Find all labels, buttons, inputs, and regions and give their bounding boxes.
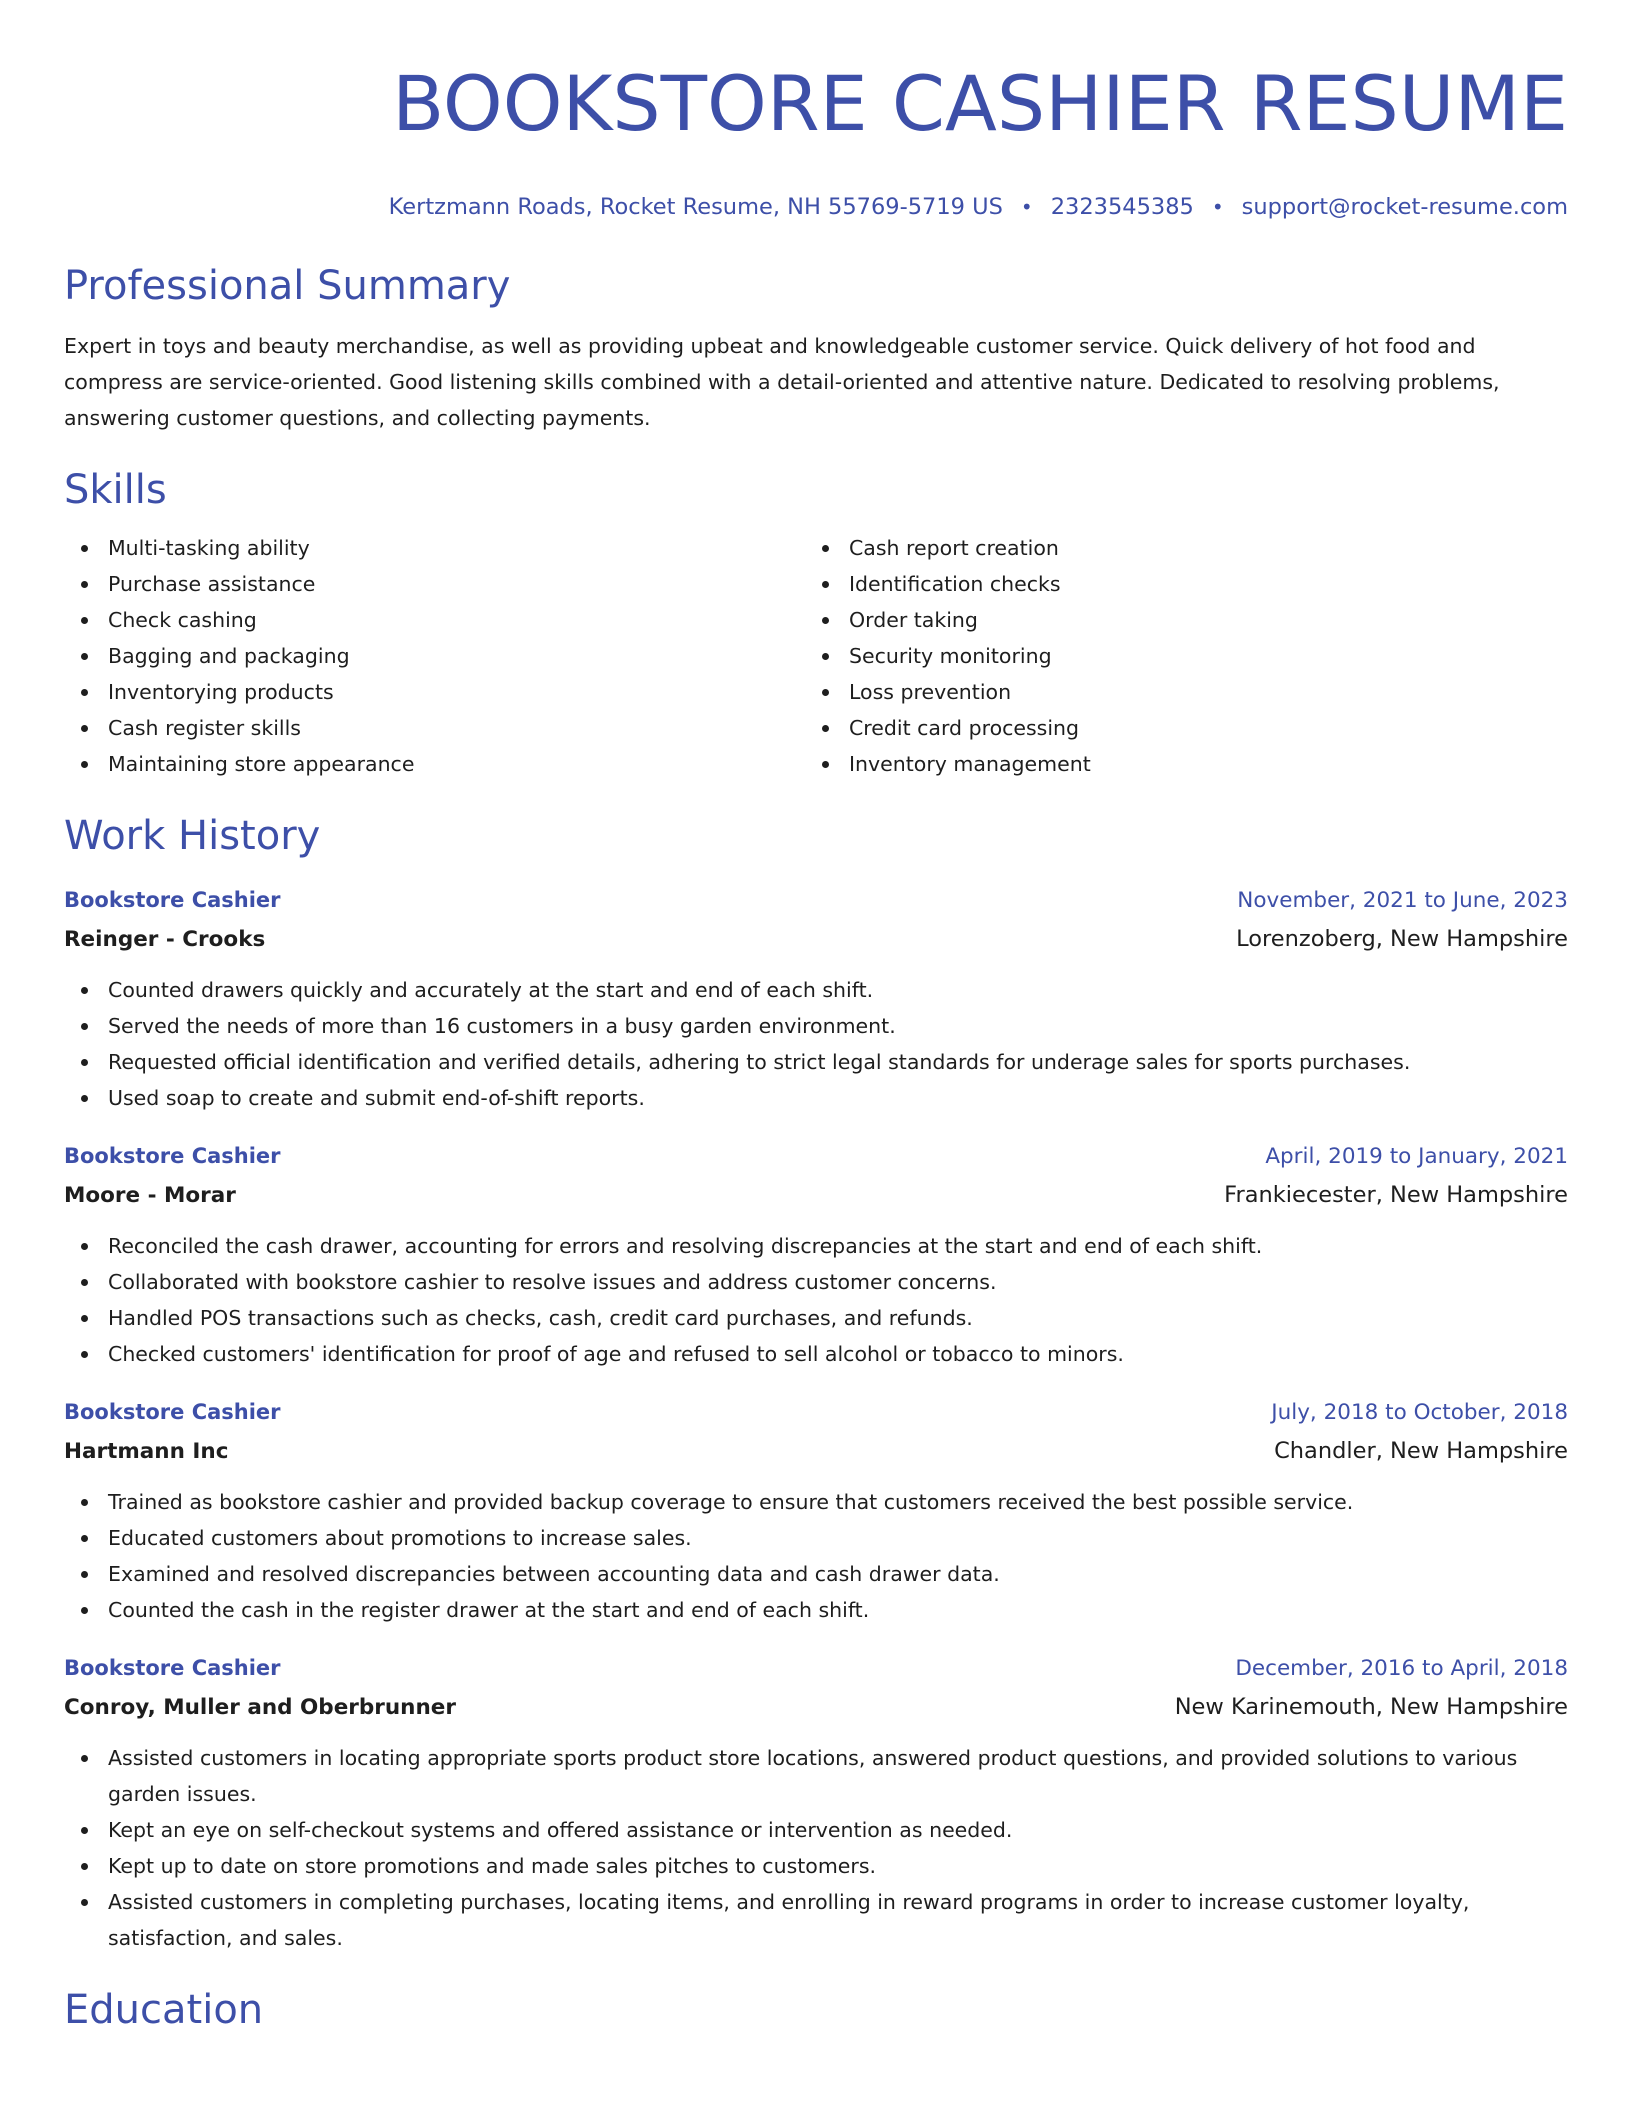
- skill-item: Inventorying products: [108, 674, 849, 710]
- skill-item: Bagging and packaging: [108, 638, 849, 674]
- job-title: Bookstore Cashier: [64, 1656, 281, 1680]
- skill-item: Security monitoring: [849, 638, 1568, 674]
- duty-item: Assisted customers in locating appropriate sports product store locations, answered product questions, and provided solutions to various garden issues.: [108, 1740, 1568, 1812]
- duty-item: Checked customers' identification for proof of age and refused to sell alcohol or tobacco to minors.: [108, 1336, 1568, 1372]
- skill-item: Loss prevention: [849, 674, 1568, 710]
- resume-title: BOOKSTORE CASHIER RESUME: [392, 59, 1568, 148]
- duty-item: Kept up to date on store promotions and made sales pitches to customers.: [108, 1848, 1568, 1884]
- job-entry: [64, 1394, 1568, 1628]
- duty-item: Counted the cash in the register drawer at the start and end of each shift.: [108, 1592, 1568, 1628]
- duty-item: Handled POS transactions such as checks, cash, credit card purchases, and refunds.: [108, 1300, 1568, 1336]
- job-dates: November, 2021 to June, 2023: [1237, 888, 1568, 913]
- skill-item: Cash report creation: [849, 530, 1568, 566]
- job-title: Bookstore Cashier: [64, 1400, 281, 1424]
- duty-item: Served the needs of more than 16 customers in a busy garden environment.: [108, 1008, 1568, 1044]
- duty-item: Counted drawers quickly and accurately at the start and end of each shift.: [108, 972, 1568, 1008]
- job-duties: [64, 1740, 1568, 1956]
- job-duties: [64, 972, 1568, 1116]
- job-entry: [64, 1138, 1568, 1372]
- skills-column-left: [64, 530, 849, 782]
- job-dates: December, 2016 to April, 2018: [1235, 1656, 1568, 1681]
- skill-item: Credit card processing: [849, 710, 1568, 746]
- summary-text: Expert in toys and beauty merchandise, as well as providing upbeat and knowledgeable customer service. Quick delivery of hot food and compress are service-oriented. Good listening skills combined with a detail-oriented and attentive nature. Dedicated to resolving problems, answering customer questions, and collecting payments.: [64, 334, 1500, 430]
- skill-item: Check cashing: [108, 602, 849, 638]
- job-duties: [64, 1228, 1568, 1372]
- contact-separator: •: [1020, 195, 1033, 219]
- job-dates: July, 2018 to October, 2018: [1271, 1400, 1568, 1425]
- duty-item: Kept an eye on self-checkout systems and offered assistance or intervention as needed.: [108, 1812, 1568, 1848]
- contact-separator: •: [1211, 195, 1224, 219]
- duty-item: Examined and resolved discrepancies between accounting data and cash drawer data.: [108, 1556, 1568, 1592]
- skill-item: Cash register skills: [108, 710, 849, 746]
- job-duties: [64, 1484, 1568, 1628]
- summary-heading: Professional Summary: [64, 263, 511, 309]
- skill-item: Order taking: [849, 602, 1568, 638]
- contact-email: support@rocket-resume.com: [1241, 194, 1568, 220]
- skill-item: Maintaining store appearance: [108, 746, 849, 782]
- contact-line: [64, 192, 1568, 222]
- skill-item: Purchase assistance: [108, 566, 849, 602]
- job-title: Bookstore Cashier: [64, 888, 281, 912]
- job-dates: April, 2019 to January, 2021: [1265, 1144, 1568, 1169]
- job-company: Moore - Morar: [64, 1183, 236, 1208]
- job-company: Conroy, Muller and Oberbrunner: [64, 1695, 456, 1720]
- skills-column-right: [849, 530, 1568, 782]
- contact-address: Kertzmann Roads, Rocket Resume, NH 55769-5719 US: [388, 194, 1003, 220]
- skill-item: Identification checks: [849, 566, 1568, 602]
- job-location: Frankiecester, New Hampshire: [1224, 1182, 1568, 1208]
- education-heading: Education: [64, 1987, 264, 2033]
- job-location: Lorenzoberg, New Hampshire: [1236, 926, 1568, 952]
- job-entry: [64, 882, 1568, 1116]
- duty-item: Collaborated with bookstore cashier to resolve issues and address customer concerns.: [108, 1264, 1568, 1300]
- job-company: Reinger - Crooks: [64, 927, 266, 952]
- duty-item: Requested official identification and verified details, adhering to strict legal standards for underage sales for sports purchases.: [108, 1044, 1568, 1080]
- job-location: Chandler, New Hampshire: [1274, 1438, 1568, 1464]
- duty-item: Reconciled the cash drawer, accounting for errors and resolving discrepancies at the start and end of each shift.: [108, 1228, 1568, 1264]
- job-company: Hartmann Inc: [64, 1439, 229, 1464]
- skills-heading: Skills: [64, 467, 167, 513]
- duty-item: Trained as bookstore cashier and provided backup coverage to ensure that customers received the best possible service.: [108, 1484, 1568, 1520]
- duty-item: Educated customers about promotions to increase sales.: [108, 1520, 1568, 1556]
- skill-item: Inventory management: [849, 746, 1568, 782]
- duty-item: Assisted customers in completing purchases, locating items, and enrolling in reward programs in order to increase customer loyalty, satisfaction, and sales.: [108, 1884, 1568, 1956]
- work-history-heading: Work History: [64, 813, 321, 859]
- job-location: New Karinemouth, New Hampshire: [1174, 1694, 1568, 1720]
- job-entry: [64, 1650, 1568, 1956]
- job-title: Bookstore Cashier: [64, 1144, 281, 1168]
- resume-page: [64, 0, 1568, 2034]
- duty-item: Used soap to create and submit end-of-shift reports.: [108, 1080, 1568, 1116]
- skill-item: Multi-tasking ability: [108, 530, 849, 566]
- contact-phone: 2323545385: [1050, 194, 1194, 220]
- skills-list: [64, 530, 1568, 782]
